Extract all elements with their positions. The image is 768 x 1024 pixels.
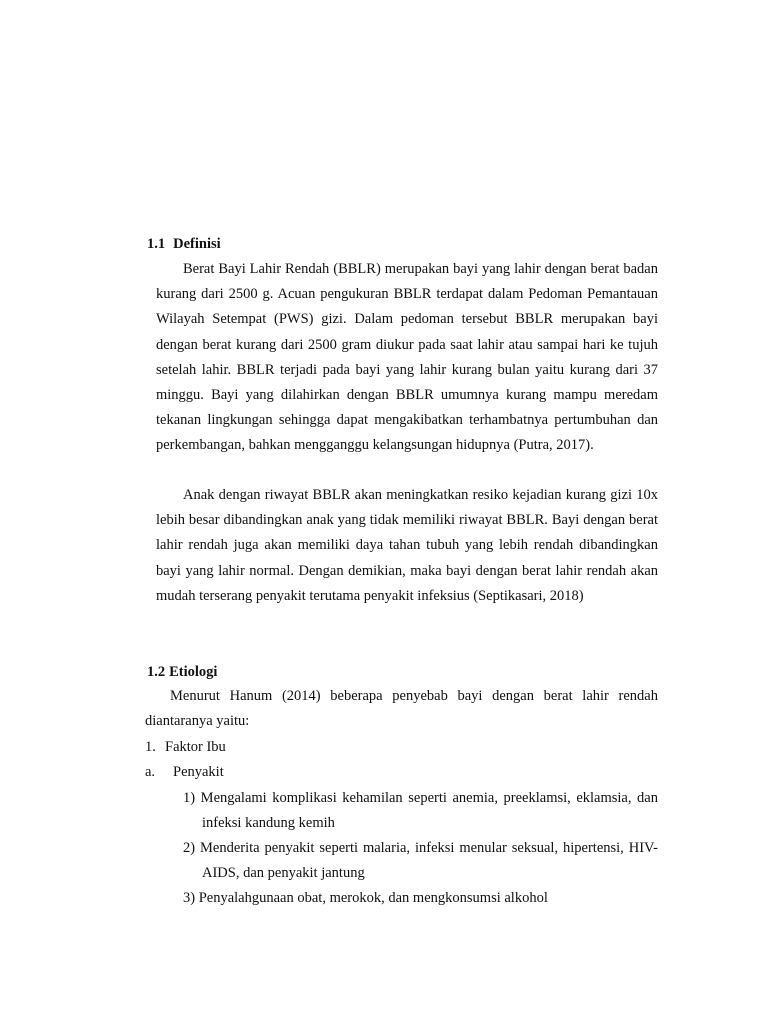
item-text: Penyalahgunaan obat, merokok, dan mengkonsumsi alkohol: [198, 890, 548, 906]
list-label: Faktor Ibu: [165, 739, 226, 755]
item-marker: 2): [183, 840, 196, 856]
item-text: Mengalami komplikasi kehamilan seperti anemia, preeklamsi, eklamsia, dan infeksi kandung kemih: [200, 790, 658, 831]
section-heading-definisi: [147, 232, 221, 257]
section-number: 1.2: [147, 664, 166, 680]
list-item-faktor-ibu: [145, 735, 226, 760]
list-marker: 1.: [145, 739, 156, 755]
section-title: Etiologi: [169, 664, 218, 680]
item-text: Menderita penyakit seperti malaria, infeksi menular seksual, hipertensi, HIV-AIDS, dan penyakit jantung: [200, 840, 658, 881]
numbered-item-content: [174, 836, 658, 886]
numbered-item-2: [174, 836, 658, 886]
item-marker: 1): [183, 790, 196, 806]
numbered-item-content: [174, 886, 658, 911]
numbered-item-3: [174, 886, 658, 911]
numbered-item-1: [174, 786, 658, 836]
section-title: Definisi: [173, 236, 221, 252]
paragraph-etiologi-intro: Menurut Hanum (2014) beberapa penyebab bayi dengan berat lahir rendah diantaranya yaitu:: [145, 688, 658, 730]
sublist-label: Penyakit: [173, 764, 224, 780]
paragraph-definisi-1: Berat Bayi Lahir Rendah (BBLR) merupakan bayi yang lahir dengan berat badan kurang dari 2500 g. Acuan pengukuran BBLR terdapat dalam Pedoman Pemantauan Wilayah Setempat (PWS) gizi. Dalam pedoman tersebut BBLR merupakan bayi dengan berat kurang dari 2500 gram diukur pada saat lahir atau sampai hari ke tujuh setelah lahir. BBLR terjadi pada bayi yang lahir kurang bulan yaitu kurang dari 37 minggu. Bayi yang dilahirkan dengan BBLR umumnya kurang mampu meredam tekanan lingkungan sehingga dapat mengakibatkan terhambatnya pertumbuhan dan perkembangan, bahkan mengganggu kelangsungan hidupnya (Putra, 2017).: [156, 261, 658, 454]
paragraph-definisi-2: Anak dengan riwayat BBLR akan meningkatkan resiko kejadian kurang gizi 10x lebih besar dibandingkan anak yang tidak memiliki riwayat BBLR. Bayi dengan berat lahir rendah juga akan memiliki daya tahan tubuh yang lebih rendah dibandingkan bayi yang lahir normal. Dengan demikian, maka bayi dengan berat lahir rendah akan mudah terserang penyakit terutama penyakit infeksius (Septikasari, 2018): [156, 487, 658, 604]
item-marker: 3): [183, 890, 196, 906]
section-number: 1.1: [147, 236, 166, 252]
sublist-marker: a.: [145, 764, 156, 780]
numbered-item-content: [174, 786, 658, 836]
section-heading-etiologi: [147, 660, 217, 685]
sublist-item-penyakit: [145, 760, 224, 785]
